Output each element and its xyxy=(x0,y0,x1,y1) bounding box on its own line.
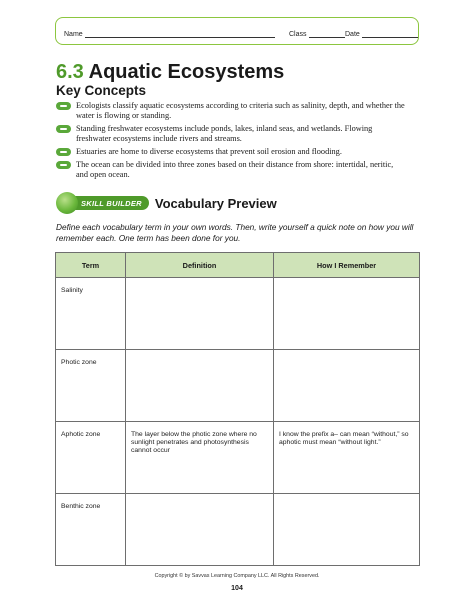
term-cell: Salinity xyxy=(56,278,126,350)
key-concept-bullet-icon xyxy=(56,125,71,133)
vocabulary-table xyxy=(55,252,420,566)
instructions-text: Define each vocabulary term in your own words. Then, write yourself a quick note on how you will remember each. One term has been done for you. xyxy=(56,222,414,243)
header-term: Term xyxy=(56,253,126,278)
student-info-box xyxy=(55,17,419,45)
page-number: 104 xyxy=(231,585,243,592)
date-line xyxy=(362,30,418,38)
section-number: 6.3 xyxy=(56,61,84,83)
header-definition: Definition xyxy=(126,253,274,278)
vocabulary-preview-heading: Vocabulary Preview xyxy=(154,195,277,211)
table-row xyxy=(56,350,420,422)
table-row xyxy=(56,494,420,566)
class-field[interactable] xyxy=(289,30,345,38)
key-concepts-heading: Key Concepts xyxy=(56,83,147,98)
key-concept-text: Estuaries are home to diverse ecosystems that prevent soil erosion and flooding. xyxy=(76,147,342,156)
skill-builder-badge: SKILL BUILDER xyxy=(71,196,149,210)
key-concepts-list xyxy=(56,101,406,183)
skill-builder-icon xyxy=(56,192,78,214)
class-line xyxy=(309,30,345,38)
list-item xyxy=(56,147,406,157)
key-concept-text: Ecologists classify aquatic ecosystems according to criteria such as salinity, depth, and whether the water is flowing or standing. xyxy=(76,101,405,120)
date-field[interactable] xyxy=(345,30,418,38)
key-concept-text: Standing freshwater ecosystems include ponds, lakes, inland seas, and wetlands. Flowing freshwater ecosystems include rivers and streams. xyxy=(76,124,373,143)
remember-cell[interactable] xyxy=(274,350,420,422)
list-item xyxy=(56,160,406,180)
name-line xyxy=(85,30,275,38)
page-title xyxy=(56,61,284,84)
key-concept-bullet-icon xyxy=(56,161,71,169)
term-cell: Aphotic zone xyxy=(56,422,126,494)
definition-cell[interactable]: The layer below the photic zone where no sunlight penetrates and photosynthesis cannot occur xyxy=(126,422,274,494)
remember-cell[interactable] xyxy=(274,278,420,350)
date-label: Date xyxy=(345,31,360,38)
key-concept-text: The ocean can be divided into three zones based on their distance from shore: intertidal, neritic, and open ocean. xyxy=(76,160,394,179)
definition-cell[interactable] xyxy=(126,278,274,350)
name-field[interactable] xyxy=(64,30,275,38)
section-title: Aquatic Ecosystems xyxy=(88,61,285,83)
copyright-notice: Copyright © by Savvas Learning Company LLC. All Rights Reserved. xyxy=(154,573,320,579)
skill-builder-row xyxy=(56,192,277,214)
table-row xyxy=(56,278,420,350)
definition-cell[interactable] xyxy=(126,350,274,422)
remember-cell[interactable]: I know the prefix a– can mean “without,” so aphotic must mean “without light.” xyxy=(274,422,420,494)
header-how-i-remember: How I Remember xyxy=(274,253,420,278)
key-concept-bullet-icon xyxy=(56,102,71,110)
list-item xyxy=(56,101,406,121)
table-header-row xyxy=(56,253,420,278)
term-cell: Benthic zone xyxy=(56,494,126,566)
name-label: Name xyxy=(64,31,83,38)
term-cell: Photic zone xyxy=(56,350,126,422)
remember-cell[interactable] xyxy=(274,494,420,566)
class-label: Class xyxy=(289,31,307,38)
list-item xyxy=(56,124,406,144)
key-concept-bullet-icon xyxy=(56,148,71,156)
definition-cell[interactable] xyxy=(126,494,274,566)
table-row xyxy=(56,422,420,494)
